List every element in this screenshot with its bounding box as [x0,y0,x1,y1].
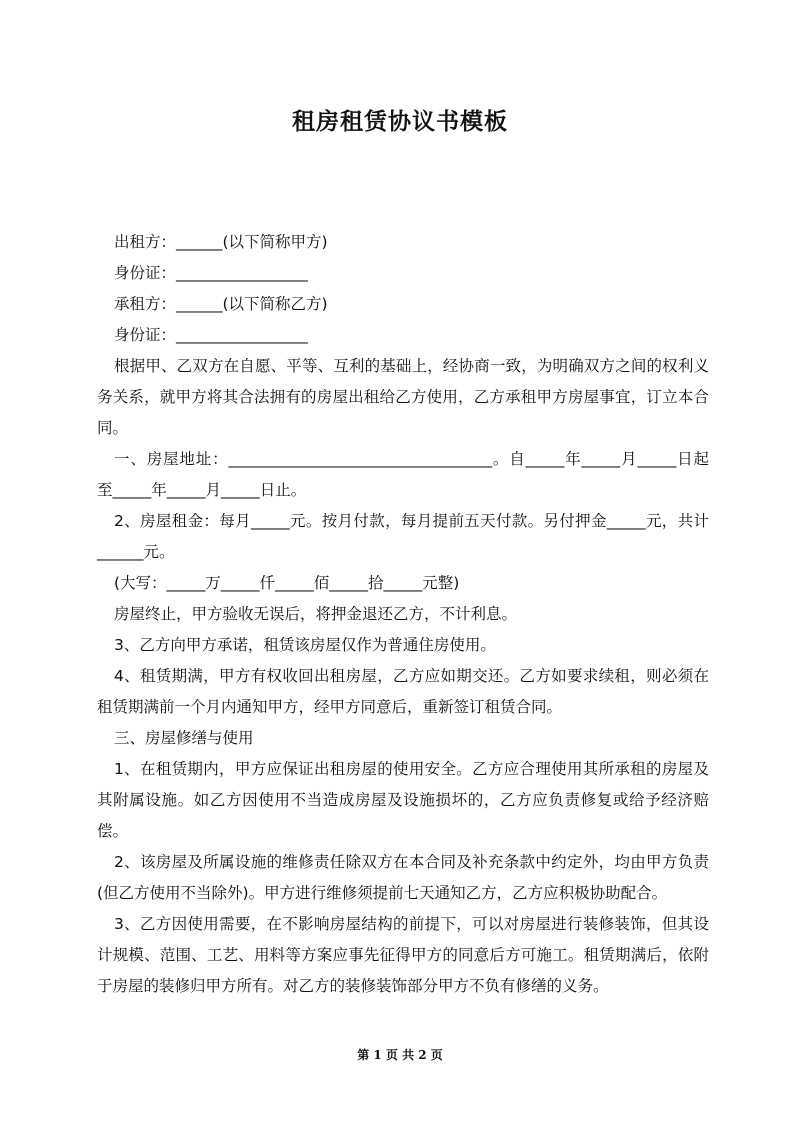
paragraph-repair-1: 1、在租赁期内，甲方应保证出租房屋的使用安全。乙方应合理使用其所承租的房屋及其附属设施。如乙方因使用不当造成房屋及设施损坏的，乙方应负责修复或给予经济赔偿。 [97,760,709,840]
paragraph-amount-capital: (大写：_____万_____仟_____佰_____拾_____元整) [114,574,460,592]
paragraph-rent: 2、房屋租金：每月_____元。按月付款，每月提前五天付款。另付押金_____元，共计______元。 [97,512,709,561]
paragraph-address: 一、房屋地址：__________________________________。自_____年_____月_____日起至_____年_____月_____日止。 [97,450,709,499]
document-title: 租房租赁协议书模板 [292,109,508,135]
paragraph-lessee-id: 身份证：_________________ [114,326,308,344]
paragraph-preamble: 根据甲、乙双方在自愿、平等、互利的基础上，经协商一致，为明确双方之间的权利义务关系，就甲方将其合法拥有的房屋出租给乙方使用，乙方承租甲方房屋事宜，订立本合同。 [97,357,709,437]
document-body [97,227,709,1002]
paragraph-lease-expiry: 4、租赁期满，甲方有权收回出租房屋，乙方应如期交还。乙方如要求续租，则必须在租赁期满前一个月内通知甲方，经甲方同意后，重新签订租赁合同。 [97,667,709,716]
paragraph-lessor-id: 身份证：_________________ [114,264,308,282]
paragraph-repair-3: 3、乙方因使用需要，在不影响房屋结构的前提下，可以对房屋进行装修装饰，但其设计规模、范围、工艺、用料等方案应事先征得甲方的同意后方可施工。租赁期满后，依附于房屋的装修归甲方所有。对乙方的装修装饰部分甲方不负有修缮的义务。 [97,915,709,995]
paragraph-lessee: 承租方：______(以下简称乙方) [114,295,328,313]
section-heading-repair: 三、房屋修缮与使用 [114,729,254,747]
paragraph-usage-promise: 3、乙方向甲方承诺，租赁该房屋仅作为普通住房使用。 [114,636,496,654]
paragraph-repair-2: 2、该房屋及所属设施的维修责任除双方在本合同及补充条款中约定外，均由甲方负责(但乙方使用不当除外)。甲方进行维修须提前七天通知乙方，乙方应积极协助配合。 [97,853,709,902]
page-number-footer: 第 1 页 共 2 页 [357,1048,443,1062]
paragraph-deposit-return: 房屋终止，甲方验收无误后，将押金退还乙方，不计利息。 [114,605,518,623]
paragraph-lessor: 出租方：______(以下简称甲方) [114,233,328,251]
